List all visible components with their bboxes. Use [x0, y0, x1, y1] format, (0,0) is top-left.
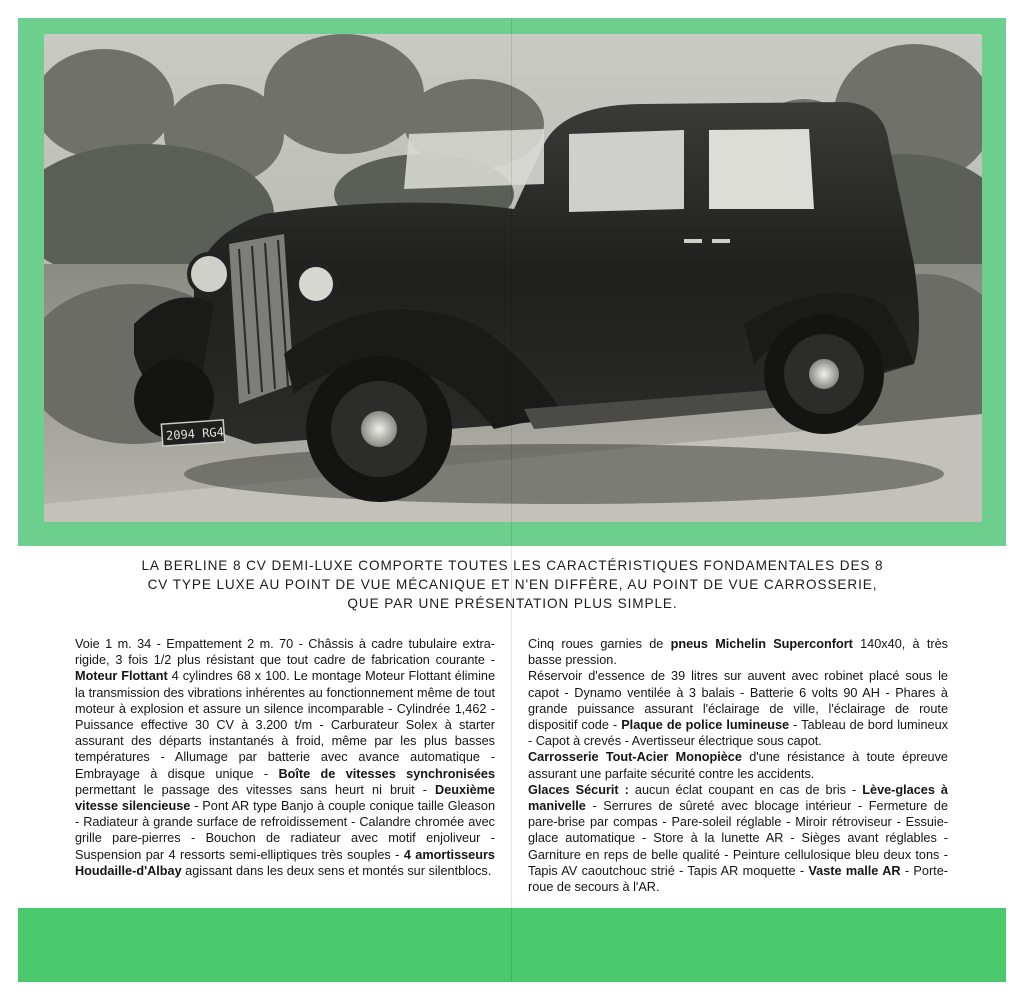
text-run: agissant dans les deux sens et montés sur silentblocs.: [181, 863, 492, 878]
photo-caption: LA BERLINE 8 CV DEMI-LUXE COMPORTE TOUTES LES CARACTÉRISTIQUES FONDAMENTALES DES 8 CV TYPE LUXE AU POINT DE VUE MÉCANIQUE ET N'EN DIFFÈRE, AU POINT DE VUE CARROSSERIE, QUE PAR UNE PRÉSENTATION PLUS SIMPLE.: [141, 558, 884, 611]
text-run: aucun éclat coupant en cas de bris -: [628, 782, 863, 797]
specs-right-column: [528, 636, 948, 895]
text-run: - Tableau de bord lumineux - Capot à crevés - Avertisseur électrique sous capot.: [528, 718, 948, 749]
license-plate: 2094 RG4: [165, 424, 225, 443]
bold-term: Boîte de vitesses synchronisées: [278, 766, 495, 781]
text-run: Réservoir d'essence de 39 litres sur auvent avec robinet placé sous le capot - Dynamo ventilée à 3 balais - Batterie 6 volts 90 AH - Phares à grande puissance assurant l'éclairage de ville, l'éclairage de route dispositif code -: [528, 669, 948, 733]
page-fold: [511, 18, 512, 982]
car-photo: [44, 34, 982, 522]
bold-term: Carrosserie Tout-Acier Monopièce: [528, 750, 742, 765]
bold-term: pneus Michelin Superconfort: [670, 637, 853, 651]
bold-term: Deuxième vitesse silencieuse: [75, 782, 495, 814]
text-run: - Serrures de sûreté avec blocage intérieur - Fermeture de pare-brise par compas - Pare-soleil réglable - Miroir rétroviseur - Essuie-glace automatique - Store à la lunette AR - Sièges avant réglables - Garniture en reps de belle qualité - Peinture cellulosique bleu deux tons - Tapis AV caoutchouc strié - Tapis AR moquette -: [528, 799, 948, 878]
text-run: permettant le passage des vitesses sans heurt ni bruit -: [75, 782, 436, 797]
green-band-bottom: [18, 908, 1006, 982]
text-run: Cinq roues garnies de: [528, 637, 671, 651]
bold-term: Plaque de police lumineuse: [621, 718, 790, 733]
bold-term: Vaste malle AR: [808, 863, 901, 878]
text-run: d'une résistance à toute épreuve assurant une parfaite sécurité contre les accidents.: [528, 750, 948, 781]
text-run: 4 cylindres 68 x 100. Le montage Moteur Flottant élimine la transmission des vibrations inhérentes au fonctionnement même de tout moteur à explosion et assure un silence incomparable - Cylindrée 1,462 - Puissance effective 30 CV à 3.200 t/m - Carburateur Solex à starter assurant des départs instantanés à froid, même par les plus basses températures - Allumage par batterie avec avance automatique - Embrayage à disque unique -: [75, 669, 495, 781]
text-run: - Pont AR type Banjo à couple conique taille Gleason - Radiateur à grande surface de refroidissement - Calandre chromée avec grille pare-pierres - Bouchon de radiateur avec motif enjoliveur - Suspension par 4 ressorts semi-elliptiques très souples -: [75, 799, 496, 862]
text-run: - Porte-roue de secours à l'AR.: [528, 863, 948, 895]
bold-term: Lève-glaces à manivelle: [528, 782, 948, 814]
bold-term: 4 amortisseurs Houdaille-d'Albay: [75, 847, 495, 878]
text-run: 140x40, à très basse pression.: [528, 637, 948, 668]
bold-term: Glaces Sécurit :: [528, 782, 629, 797]
bold-term: Moteur Flottant: [75, 669, 168, 684]
specs-left-column: [75, 636, 495, 879]
text-run: Voie 1 m. 34 - Empattement 2 m. 70 - Châssis à cadre tubulaire extra-rigide, 3 fois 1/2 plus résistant que tout cadre de fabrication courante -: [75, 637, 495, 668]
